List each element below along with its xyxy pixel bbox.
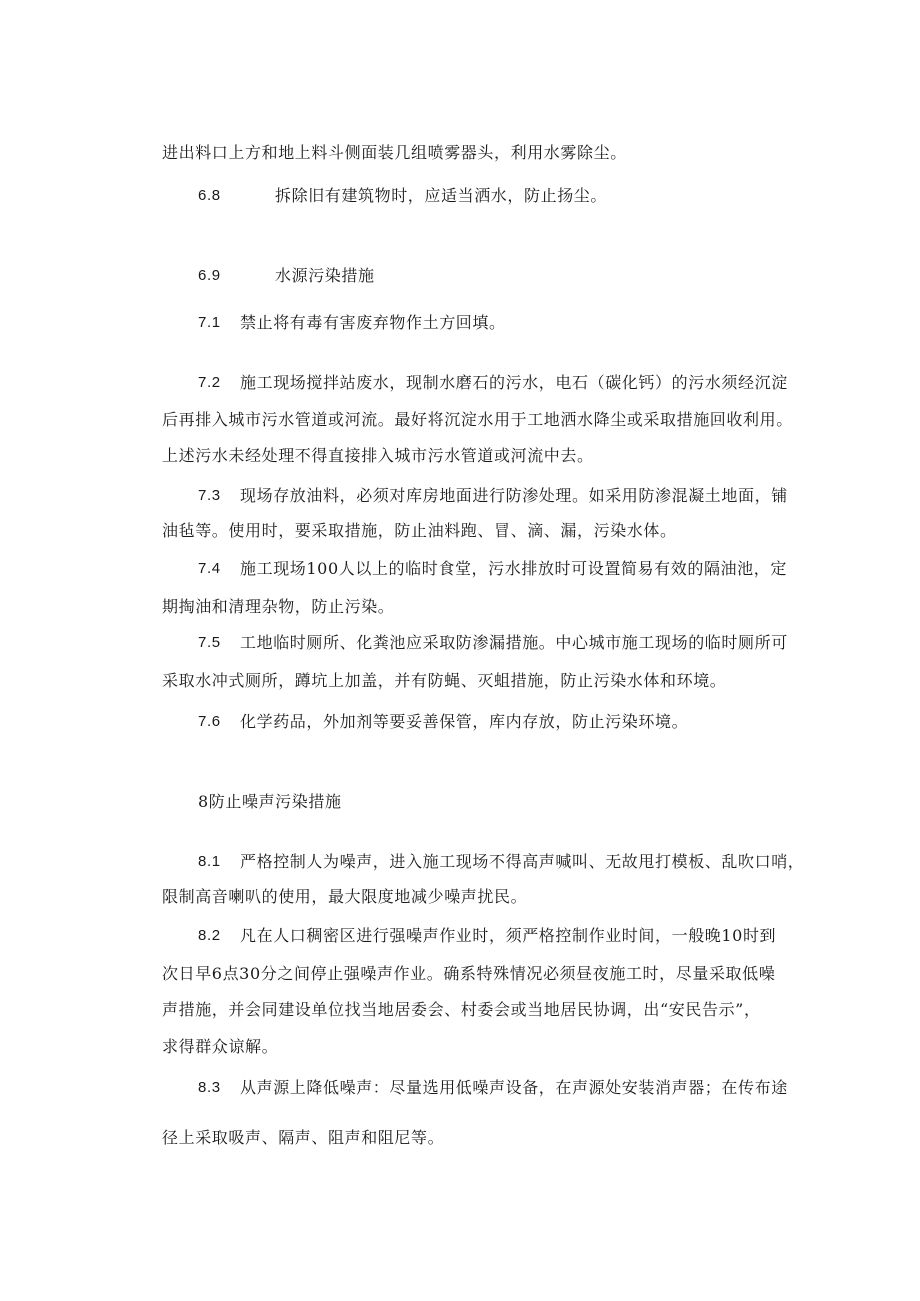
clause-number-8-3: 8.3 <box>198 1079 221 1096</box>
clause-number-7-3: 7.3 <box>198 487 221 504</box>
clause-8-2-line-4: 求得群众谅解。 <box>162 1037 279 1056</box>
clause-7-3-line-1: 现场存放油料，必须对库房地面进行防渗处理。如采用防渗混凝土地面，铺 <box>240 486 788 505</box>
clause-number-6-8: 6.8 <box>198 187 221 204</box>
clause-7-2-line-2: 后再排入城市污水管道或河流。最好将沉淀水用于工地洒水降尘或采取措施回收利用。 <box>162 410 793 429</box>
clause-number-7-6: 7.6 <box>198 713 221 730</box>
section-heading-noise: 8防止噪声污染措施 <box>198 792 342 811</box>
clause-7-5-line-1: 工地临时厕所、化粪池应采取防渗漏措施。中心城市施工现场的临时厕所可 <box>240 633 788 652</box>
clause-8-2-line-2: 次日早6点30分之间停止强噪声作业。确系特殊情况必须昼夜施工时，尽量采取低噪 <box>162 964 776 983</box>
clause-number-6-9: 6.9 <box>198 267 221 284</box>
clause-8-2-line-3: 声措施，并会同建设单位找当地居委会、村委会或当地居民协调，出“安民告示”， <box>162 1000 761 1019</box>
clause-7-4-line-2: 期掏油和清理杂物，防止污染。 <box>162 597 395 616</box>
clause-8-1-line-1: 严格控制人为噪声，进入施工现场不得高声喊叫、无故甩打模板、乱吹口哨， <box>240 852 805 871</box>
clause-8-1-line-2: 限制高音喇叭的使用，最大限度地减少噪声扰民。 <box>162 887 528 906</box>
clause-7-6-text: 化学药品，外加剂等要妥善保管，库内存放，防止污染环境。 <box>240 712 689 731</box>
clause-8-2-line-1: 凡在人口稠密区进行强噪声作业时，须严格控制作业时间，一般晚10时到 <box>240 926 777 945</box>
clause-number-8-2: 8.2 <box>198 927 221 944</box>
clause-7-2-line-3: 上述污水未经处理不得直接排入城市污水管道或河流中去。 <box>162 446 594 465</box>
clause-number-7-4: 7.4 <box>198 560 221 577</box>
clause-number-8-1: 8.1 <box>198 853 221 870</box>
clause-6-8-text: 拆除旧有建筑物时，应适当洒水，防止扬尘。 <box>275 186 608 205</box>
clause-7-2-line-1: 施工现场搅拌站废水，现制水磨石的污水，电石（碳化钙）的污水须经沉淀 <box>240 373 788 392</box>
clause-number-7-1: 7.1 <box>198 314 221 331</box>
clause-7-3-line-2: 油毡等。使用时，要采取措施，防止油料跑、冒、滴、漏，污染水体。 <box>162 521 677 540</box>
clause-7-5-line-2: 采取水冲式厕所，蹲坑上加盖，并有防蝇、灭蛆措施，防止污染水体和环境。 <box>162 671 727 690</box>
clause-number-7-2: 7.2 <box>198 374 221 391</box>
clause-number-7-5: 7.5 <box>198 634 221 651</box>
clause-8-3-line-1: 从声源上降低噪声：尽量选用低噪声设备，在声源处安装消声器；在传布途 <box>240 1078 788 1097</box>
clause-8-3-line-2: 径上采取吸声、隔声、阻声和阻尼等。 <box>162 1128 445 1147</box>
clause-7-4-line-1: 施工现场100人以上的临时食堂，污水排放时可设置简易有效的隔油池，定 <box>240 559 787 578</box>
paragraph-continuation: 进出料口上方和地上料斗侧面装几组喷雾器头，利用水雾除尘。 <box>162 143 627 162</box>
section-heading-water-pollution: 水源污染措施 <box>275 266 375 285</box>
clause-7-1-text: 禁止将有毒有害废弃物作土方回填。 <box>240 313 506 332</box>
